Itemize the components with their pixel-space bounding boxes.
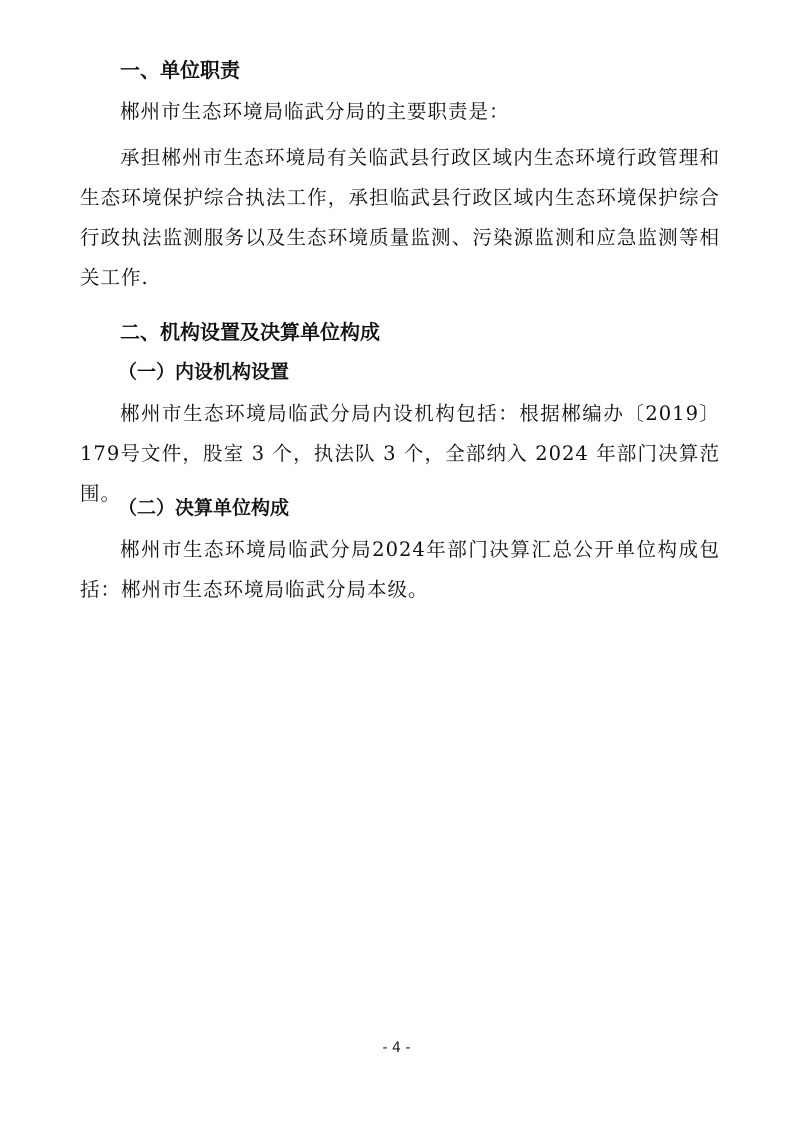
budget-units-paragraph: 郴州市生态环境局临武分局2024年部门决算汇总公开单位构成包括：郴州市生态环境局临武分局本级。 [80,538,720,601]
section-heading-organization: 二、机构设置及决算单位构成 [120,320,380,344]
internal-structure-paragraph: 郴州市生态环境局临武分局内设机构包括：根据郴编办〔2019〕179号文件，股室 3 个，执法队 3 个，全部纳入 2024 年部门决算范围。 [80,402,720,505]
page-number: - 4 - [382,1040,411,1056]
duties-intro-paragraph: 郴州市生态环境局临武分局的主要职责是： [120,100,510,123]
subsection-heading-internal-structure: （一）内设机构设置 [118,361,290,383]
subsection-heading-budget-units: （二）决算单位构成 [118,497,290,519]
duties-body-paragraph: 承担郴州市生态环境局有关临武县行政区域内生态环境行政管理和生态环境保护综合执法工作，承担临武县行政区域内生态环境保护综合行政执法监测服务以及生态环境质量监测、污染源监测和应急监测等相关工作. [80,146,720,289]
section-heading-duties: 一、单位职责 [120,58,240,82]
